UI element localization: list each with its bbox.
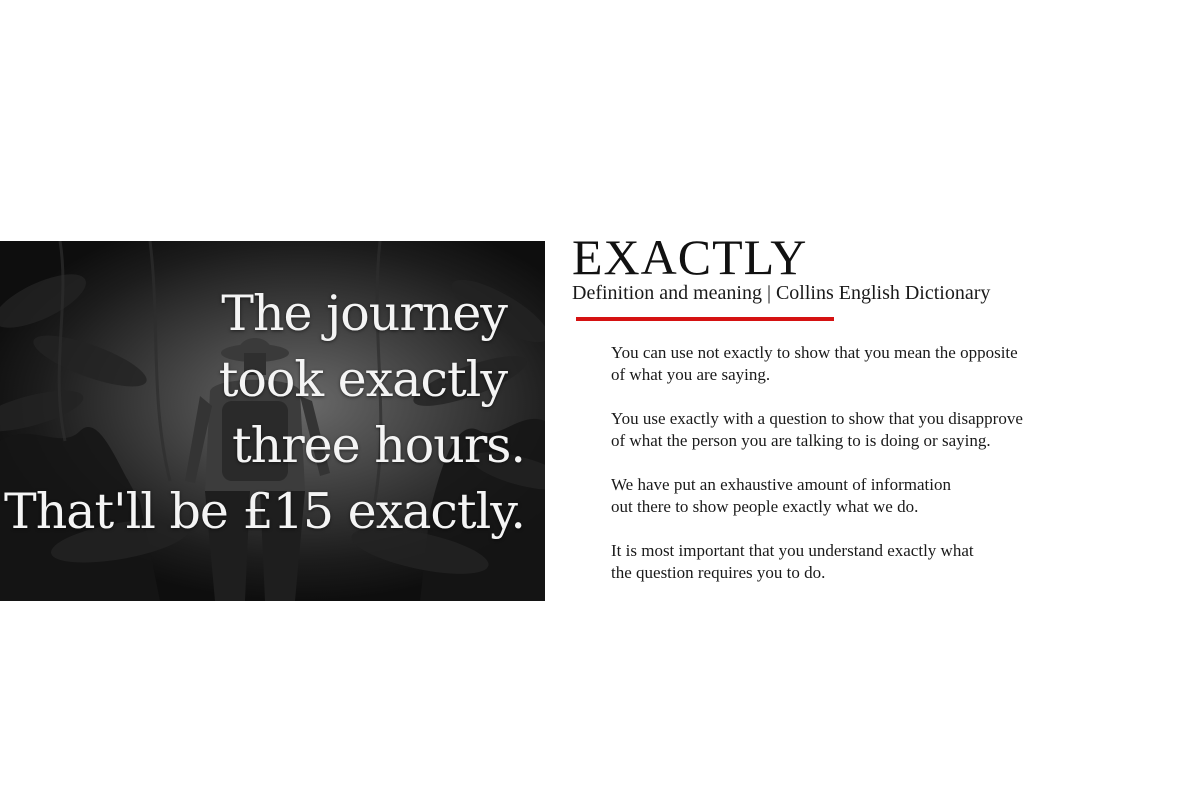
- example-line: of what the person you are talking to is doing or saying.: [611, 431, 991, 450]
- jungle-hiker-photo: [0, 241, 545, 601]
- example-sentence: [611, 474, 1171, 518]
- quote-text: [0, 281, 525, 545]
- quote-line-2: took exactly: [218, 351, 507, 408]
- quote-line-4: That'll be £15 exactly.: [4, 483, 525, 540]
- example-line: out there to show people exactly what we do.: [611, 497, 919, 516]
- example-line: of what you are saying.: [611, 365, 771, 384]
- example-line: You can use not exactly to show that you mean the opposite: [611, 343, 1018, 362]
- example-sentence: [611, 342, 1171, 386]
- example-sentences: [611, 342, 1171, 606]
- example-sentence: [611, 408, 1171, 452]
- example-line: We have put an exhaustive amount of information: [611, 475, 951, 494]
- example-line: It is most important that you understand exactly what: [611, 541, 974, 560]
- headword: EXACTLY: [572, 229, 808, 285]
- quote-line-3: three hours.: [231, 417, 525, 474]
- example-sentence: [611, 540, 1171, 584]
- quote-line-1: The journey: [221, 285, 507, 342]
- example-line: You use exactly with a question to show that you disapprove: [611, 409, 1023, 428]
- accent-divider: [576, 317, 834, 321]
- example-line: the question requires you to do.: [611, 563, 826, 582]
- dictionary-subtitle: Definition and meaning | Collins English Dictionary: [572, 282, 991, 304]
